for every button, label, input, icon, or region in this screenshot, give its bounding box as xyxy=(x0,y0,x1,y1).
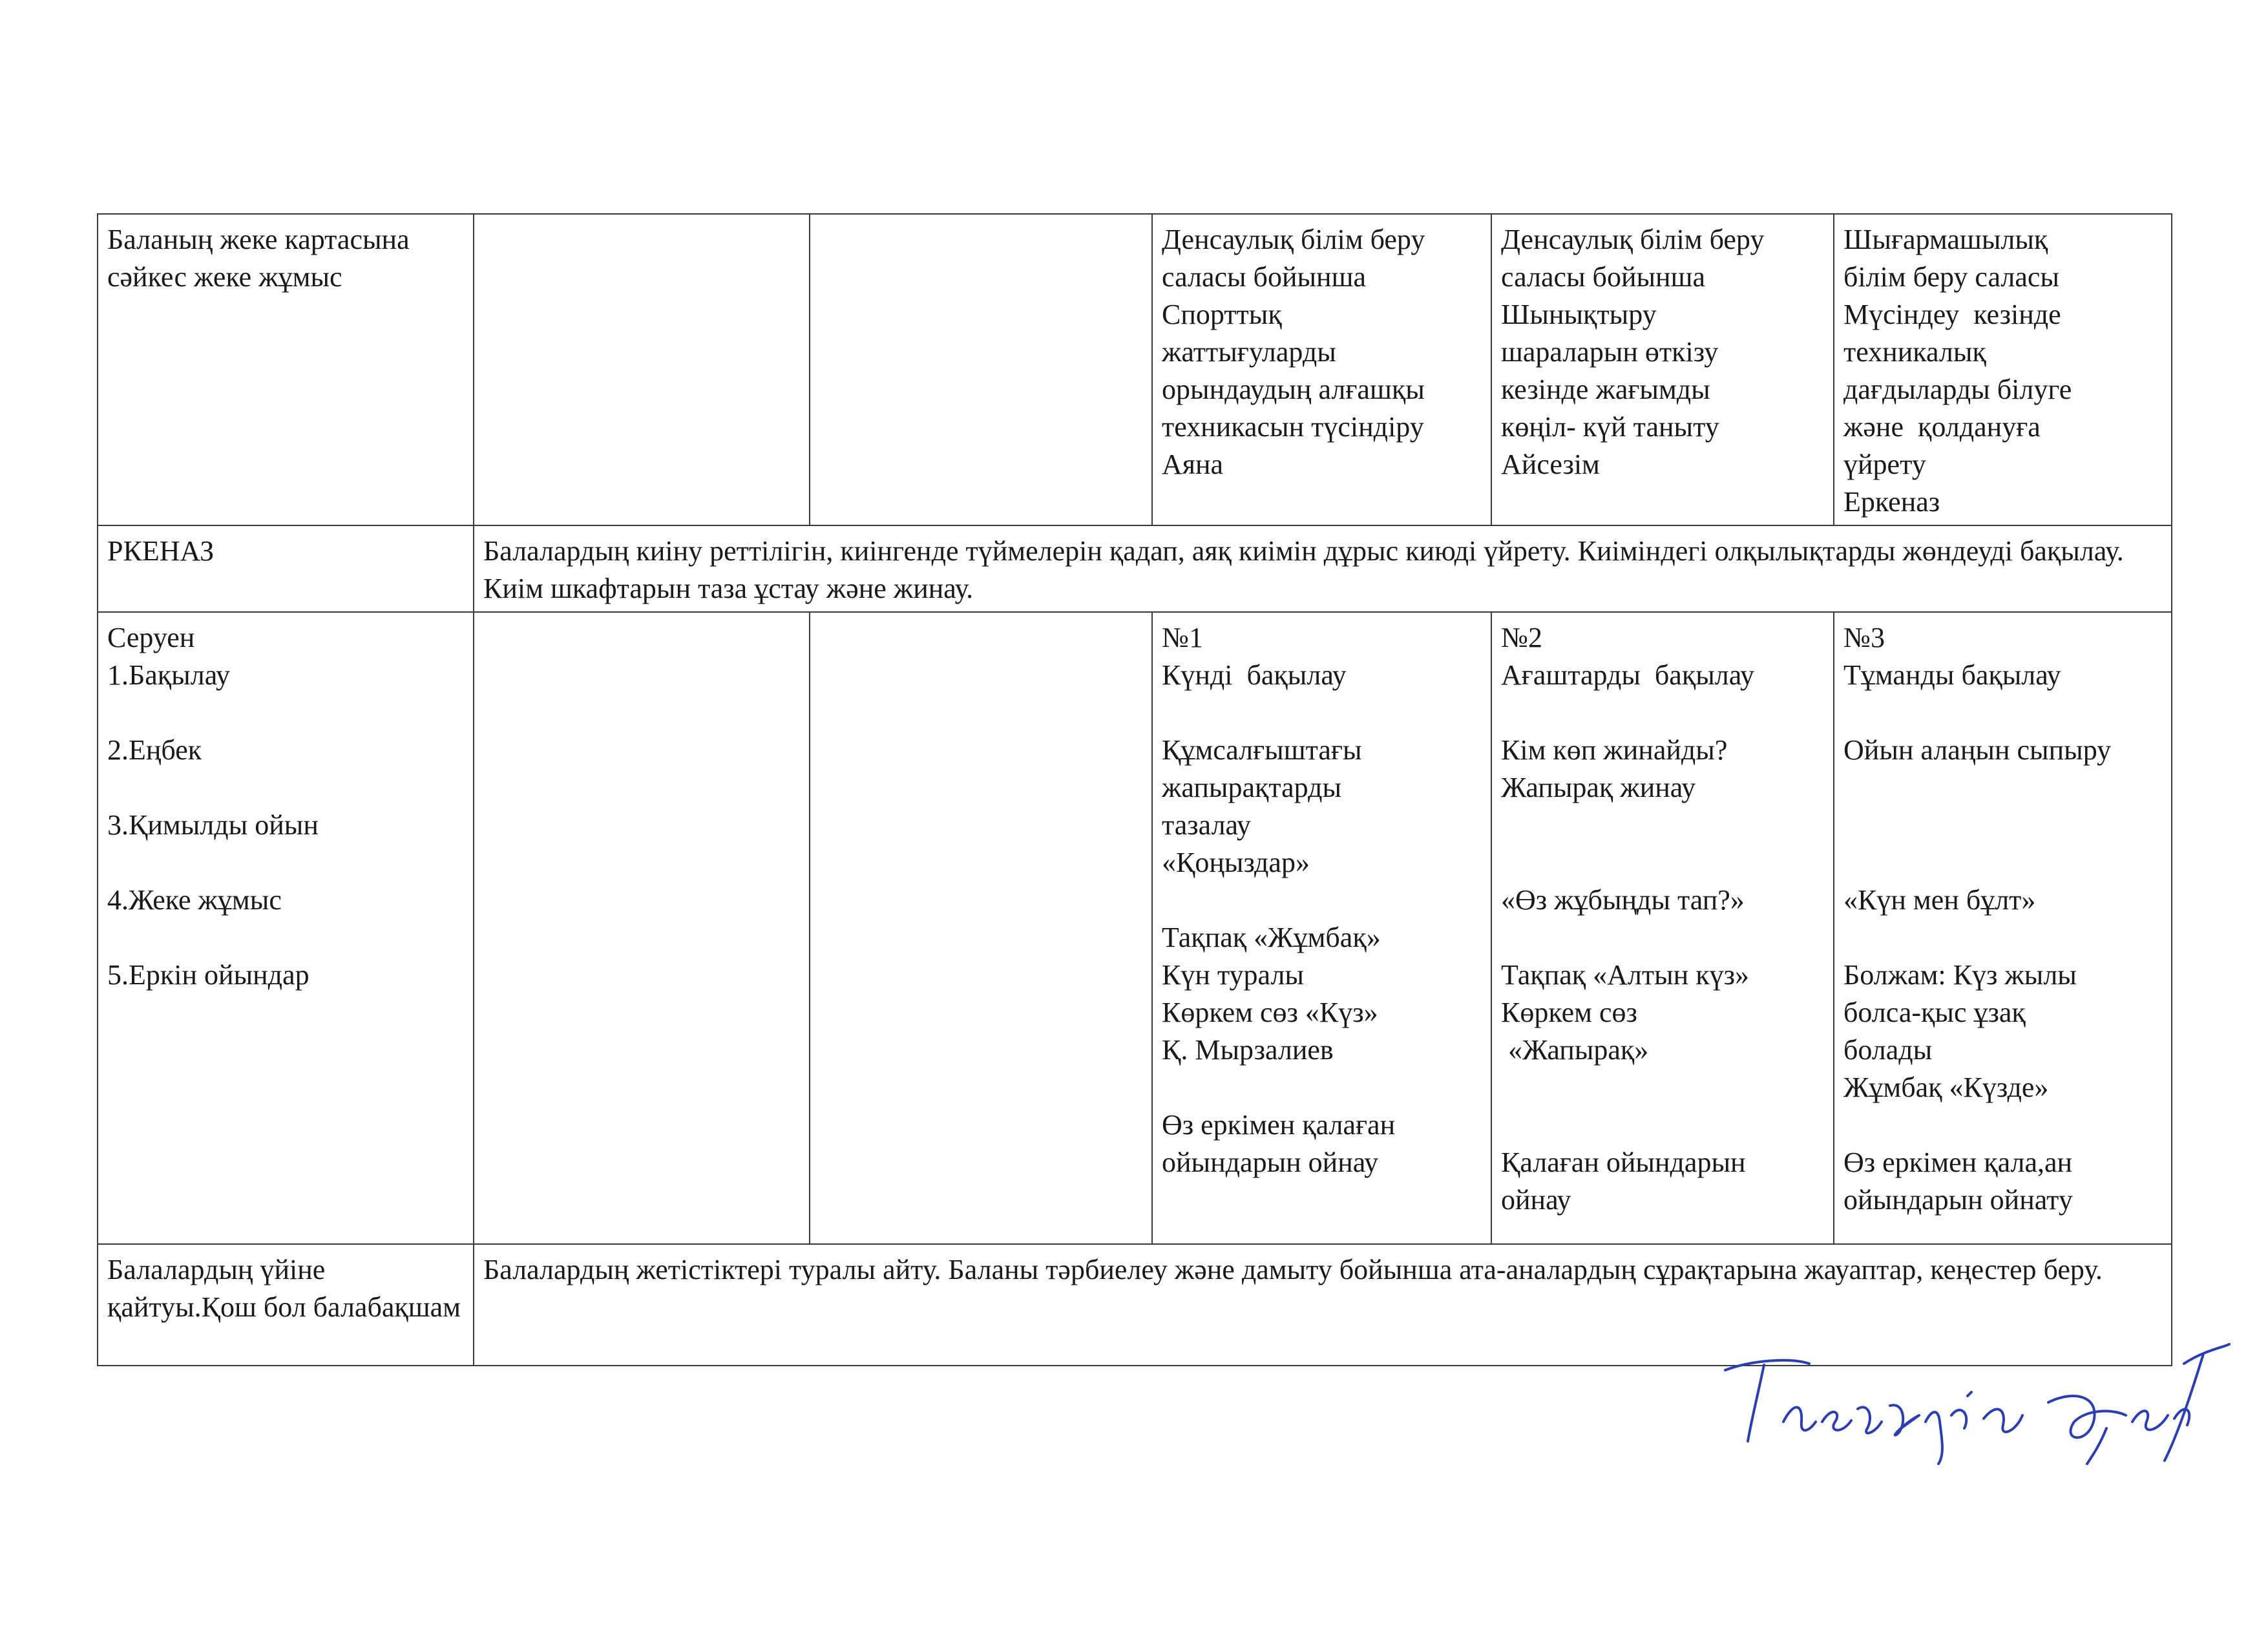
walk-item-active-game: 3.Қимылды ойын xyxy=(107,809,319,841)
empty-cell-mon xyxy=(474,612,810,1244)
individual-work-fri xyxy=(1834,214,2172,525)
walk-game: «Қоңыздар» xyxy=(1162,847,1310,878)
walk-individual: болса-қыс ұзақ xyxy=(1843,997,2026,1028)
table-row-rkenaz xyxy=(98,525,2172,612)
walk-free-games: ойындарын ойнау xyxy=(1162,1146,1379,1178)
text-line: Шығармашылық xyxy=(1843,224,2048,255)
text-line: Денсаулық білім беру xyxy=(1501,224,1765,255)
text-line: дағдыларды білуге xyxy=(1843,374,2072,405)
walk-individual: болады xyxy=(1843,1034,1933,1066)
individual-work-thu xyxy=(1491,214,1834,525)
walk-number: №2 xyxy=(1501,622,1542,653)
text-line: білім беру саласы xyxy=(1843,261,2059,293)
walk-individual: Көркем сөз xyxy=(1501,997,1637,1028)
walk-individual: Тақпақ «Алтын күз» xyxy=(1501,959,1749,991)
text-line: көңіл- күй таныту xyxy=(1501,411,1719,443)
walk-free-games: Өз еркімен қала,ан xyxy=(1843,1146,2073,1178)
walk-item-individual: 4.Жеке жұмыс xyxy=(107,884,282,916)
walk-work: Құмсалғыштағы xyxy=(1162,734,1362,766)
table-row-walk xyxy=(98,612,2172,1244)
walk-individual: Болжам: Күз жылы xyxy=(1843,959,2077,991)
going-home-description: Балалардың жетістіктері туралы айту. Баланы тәрбиелеу және дамыту бойынша ата-аналардың сұрақтарына жауаптар, кеңестер беру. xyxy=(474,1244,2172,1366)
walk-plan-2 xyxy=(1491,612,1834,1244)
text-line: саласы бойынша xyxy=(1162,261,1367,293)
walk-individual: Көркем сөз «Күз» xyxy=(1162,997,1378,1028)
row-label-walk xyxy=(98,612,474,1244)
rkenaz-description: Балалардың киіну реттілігін, киінгенде түймелерін қадап, аяқ киімін дұрыс киюді үйрету. Киіміндегі олқылықтарды жөндеуді бақылау. Киім шкафтарын таза ұстау және жинау. xyxy=(474,525,2172,612)
child-name: Еркеназ xyxy=(1843,486,1940,518)
individual-work-wed xyxy=(1152,214,1491,525)
handwritten-signature xyxy=(1712,1325,2242,1467)
text-line: шараларын өткізу xyxy=(1501,336,1719,368)
walk-item-free-games: 5.Еркін ойындар xyxy=(107,959,310,991)
text-line: және қолдануға xyxy=(1843,411,2041,443)
walk-game: «Күн мен бұлт» xyxy=(1843,884,2036,916)
walk-observation: Ағаштарды бақылау xyxy=(1501,659,1755,691)
walk-number: №3 xyxy=(1843,622,1885,653)
walk-number: №1 xyxy=(1162,622,1203,653)
text-line: үйрету xyxy=(1843,449,1926,480)
walk-observation: Тұманды бақылау xyxy=(1843,659,2061,691)
walk-work: Кім көп жинайды? xyxy=(1501,734,1728,766)
walk-plan-1 xyxy=(1152,612,1491,1244)
walk-individual: Күн туралы xyxy=(1162,959,1304,991)
text-line: жаттығуларды xyxy=(1162,336,1336,368)
walk-observation: Күнді бақылау xyxy=(1162,659,1347,691)
walk-individual: Тақпақ «Жұмбақ» xyxy=(1162,922,1381,953)
walk-individual: Жұмбақ «Күзде» xyxy=(1843,1072,2049,1103)
row-label-individual-work: Баланың жеке картасына сәйкес жеке жұмыс xyxy=(98,214,474,525)
text-line: Шынықтыру xyxy=(1501,299,1657,330)
text-line: орындаудың алғашқы xyxy=(1162,374,1425,405)
walk-game: «Өз жұбыңды тап?» xyxy=(1501,884,1745,916)
empty-cell-tue xyxy=(810,214,1152,525)
text-line: техникасын түсіндіру xyxy=(1162,411,1424,443)
walk-free-games: Қалаған ойындарын xyxy=(1501,1146,1746,1178)
walk-item-observation: 1.Бақылау xyxy=(107,659,230,691)
text-line: Денсаулық білім беру xyxy=(1162,224,1425,255)
child-name: Айсезім xyxy=(1501,449,1600,480)
walk-work: Ойын алаңын сыпыру xyxy=(1843,734,2112,766)
schedule-table xyxy=(97,213,2172,1366)
text-line: Спорттық xyxy=(1162,299,1282,330)
walk-individual: Қ. Мырзалиев xyxy=(1162,1034,1334,1066)
text-line: кезінде жағымды xyxy=(1501,374,1710,405)
text-line: Мүсіндеу кезінде xyxy=(1843,299,2061,330)
walk-individual: «Жапырақ» xyxy=(1501,1034,1649,1066)
table-row-individual-work xyxy=(98,214,2172,525)
text-line: саласы бойынша xyxy=(1501,261,1706,293)
row-label-rkenaz: РКЕНАЗ xyxy=(98,525,474,612)
row-label-going-home: Балалардың үйіне қайтуы.Қош бол балабақшам xyxy=(98,1244,474,1366)
walk-free-games: ойнау xyxy=(1501,1184,1571,1216)
empty-cell-mon xyxy=(474,214,810,525)
walk-free-games: ойындарын ойнату xyxy=(1843,1184,2073,1216)
walk-work: тазалау xyxy=(1162,809,1251,841)
walk-work: Жапырақ жинау xyxy=(1501,772,1696,803)
walk-plan-3 xyxy=(1834,612,2172,1244)
walk-title: Серуен xyxy=(107,622,195,653)
walk-free-games: Өз еркімен қалаған xyxy=(1162,1109,1396,1141)
walk-item-work: 2.Еңбек xyxy=(107,734,202,766)
empty-cell-tue xyxy=(810,612,1152,1244)
walk-work: жапырақтарды xyxy=(1162,772,1342,803)
child-name: Аяна xyxy=(1162,449,1224,480)
text-line: техникалық xyxy=(1843,336,1986,368)
